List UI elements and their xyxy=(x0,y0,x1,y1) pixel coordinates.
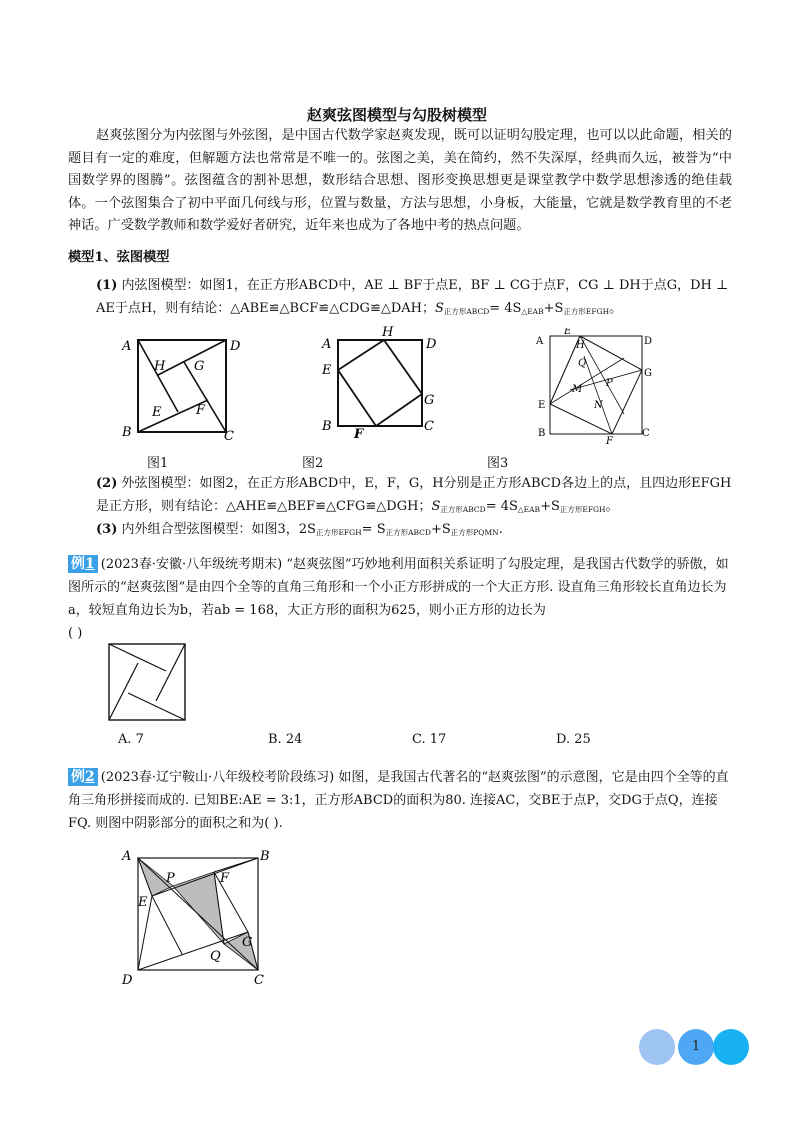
item3-formula-mid: = S xyxy=(361,522,386,537)
fig1-label-H: H xyxy=(154,359,166,374)
fig1-caption: 图1 xyxy=(147,456,169,471)
example2-tag: 例2 xyxy=(68,768,98,786)
fig3-label-E: E xyxy=(538,400,546,411)
fig2-label-H: H xyxy=(382,325,394,340)
item2-text: 外弦图模型：如图2，在正方形ABCD中，E，F，G，H分别是正方形ABCD各边上的点，且四边形EFGH是正方形，则有结论：△AHE≌△BEF≌△CFG≌△DGH； xyxy=(96,476,732,514)
fig3-label-P: P xyxy=(606,378,613,389)
fig1-label-F: F xyxy=(196,403,206,418)
example1-num: 1 xyxy=(85,556,95,572)
fig3-caption: 图3 xyxy=(487,456,509,471)
fig3-label-D: D xyxy=(644,336,653,347)
fig3-label-M: M xyxy=(572,384,583,395)
item1-formula-plus: +S xyxy=(543,301,564,316)
ex2-label-F: F xyxy=(220,871,230,886)
page-number: 1 xyxy=(691,1039,701,1054)
choice-b[interactable]: B. 24 xyxy=(268,732,303,747)
fig1-label-A: A xyxy=(122,339,132,354)
example2-figure xyxy=(118,846,278,988)
fig3-label-N: N xyxy=(594,400,603,411)
item3-num: (3) xyxy=(96,522,118,537)
example2 xyxy=(68,766,732,835)
item2-formula-s: S xyxy=(431,499,441,514)
item3-sub1: 正方形EFGH xyxy=(315,528,362,537)
item2-formula-plus: +S xyxy=(540,499,560,514)
item3-formula-plus: +S xyxy=(430,522,451,537)
fig1-label-D: D xyxy=(230,339,241,354)
item2-formula-mid: = 4S xyxy=(485,499,518,514)
intro-paragraph: 赵爽弦图分为内弦图与外弦图，是中国古代数学家赵爽发现，既可以证明勾股定理，也可以以此命题，相关的题目有一定的难度，但解题方法也常常是不唯一的。弦图之美，美在简约，然不失深厚，经典而久远，被誉为“中国数学界的图腾”。弦图蕴含的割补思想，数形结合思想、图形变换思想更是课堂教学中数学思想渗透的绝佳载体。一个弦图集合了初中平面几何线与形，位置与数量，方法与思想，小身板，大能量，它就是数学教育里的不老神话。广受数学教师和数学爱好者研究，近年来也成为了各地中考的热点问题。 xyxy=(68,128,732,234)
page-title: 赵爽弦图模型与勾股树模型 xyxy=(306,106,487,124)
ex2-label-B: B xyxy=(260,849,270,864)
item1-sub2: △EAB xyxy=(521,307,544,316)
item1-sub1: 正方形ABCD xyxy=(443,307,490,316)
item1-num: (1) xyxy=(96,278,118,293)
example1-figure xyxy=(108,643,188,723)
fig1-label-C: C xyxy=(224,429,234,442)
figure-1 xyxy=(118,330,242,442)
item1-formula-s: S xyxy=(434,301,444,316)
ex2-label-E: E xyxy=(138,895,148,910)
item3-text: 内外组合型弦图模型：如图3，2S xyxy=(121,522,316,537)
item2-sub1: 正方形ABCD xyxy=(440,505,486,514)
figure-2 xyxy=(318,324,436,440)
page-dot-1 xyxy=(639,1029,675,1065)
ex2-label-A: A xyxy=(122,849,132,864)
item2-end: 。 xyxy=(605,499,619,514)
item1-formula-mid: = 4S xyxy=(489,301,522,316)
item2 xyxy=(96,472,736,521)
item3-sub3: 正方形PQMN xyxy=(450,528,499,537)
fig3-label-F: F xyxy=(606,436,613,444)
example2-num: 2 xyxy=(85,769,95,785)
fig3-label-B: B xyxy=(538,428,546,439)
item1-text: 内弦图模型：如图1，在正方形ABCD中，AE ⊥ BF于点E，BF ⊥ CG于点F，CG ⊥ DH于点G，DH ⊥ AE于点H，则有结论：△ABE≌△BCF≌△CDG≌△DAH； xyxy=(96,278,729,316)
example1-text: (2023春·安徽·八年级统考期末) “赵爽弦图”巧妙地利用面积关系证明了勾股定理，是我国古代数学的骄傲，如图所示的“赵爽弦图”是由四个全等的直角三角形和一个小正方形拼成的一个大正方形. 设直角三角形较长直角边长为a，较短直角边长为b，若ab = 168，大正方形的面积为625，则小正方形的边长为 xyxy=(68,557,729,618)
choice-d[interactable]: D. 25 xyxy=(556,732,591,747)
fig3-label-G: G xyxy=(644,368,652,379)
ex2-label-P: P xyxy=(166,871,175,886)
example2-text: (2023春·辽宁鞍山·八年级校考阶段练习) 如图，是我国古代著名的“赵爽弦图”的示意图，它是由四个全等的直角三角形拼接而成的. 已知BE:AE = 3:1，正方形ABCD的面积为80. 连接AC，交BE于点P，交DG于点Q，连接FQ. 则图中阴影部分的面积之和为( ). xyxy=(68,770,729,831)
fig2-caption: 图2 xyxy=(302,456,324,471)
item1 xyxy=(96,274,736,323)
fig3-label-H: H xyxy=(576,340,585,351)
item3-end: . xyxy=(498,522,503,537)
fig3-label-A: A xyxy=(536,336,544,347)
item2-sub3: 正方形EFGH xyxy=(559,505,606,514)
figure-3 xyxy=(534,328,664,444)
fig2-label-F: F xyxy=(354,427,364,440)
fig2-label-D: D xyxy=(426,337,436,352)
item2-sub2: △EAB xyxy=(517,505,541,514)
fig1-label-E: E xyxy=(152,405,162,420)
fig2-label-E: E xyxy=(322,363,332,378)
fig3-label-E-top: E xyxy=(564,328,572,337)
choice-a[interactable]: A. 7 xyxy=(118,732,144,747)
item3 xyxy=(96,518,736,544)
fig2-label-A: A xyxy=(322,337,332,352)
model-heading: 模型1、弦图模型 xyxy=(68,250,170,265)
ex2-label-G: G xyxy=(242,935,253,950)
ex2-label-C: C xyxy=(254,973,264,988)
item1-sub3: 正方形EFGH xyxy=(563,307,610,316)
ex2-label-Q: Q xyxy=(210,949,221,964)
fig3-label-C: C xyxy=(642,428,650,439)
choice-c[interactable]: C. 17 xyxy=(412,732,447,747)
fig2-label-B: B xyxy=(322,419,332,434)
example1 xyxy=(68,553,732,645)
example1-tag: 例1 xyxy=(68,555,98,573)
example1-blank: ( ) xyxy=(68,626,83,641)
item1-end: 。 xyxy=(609,301,623,316)
fig2-label-C: C xyxy=(424,419,434,434)
ex2-label-D: D xyxy=(122,973,133,988)
page-dot-3 xyxy=(713,1029,749,1065)
fig1-label-B: B xyxy=(122,425,132,440)
item2-num: (2) xyxy=(96,476,118,491)
item3-sub2: 正方形ABCD xyxy=(385,528,431,537)
fig2-label-G: G xyxy=(424,393,435,408)
fig1-label-G: G xyxy=(194,359,205,374)
fig3-label-Q: Q xyxy=(578,358,587,369)
